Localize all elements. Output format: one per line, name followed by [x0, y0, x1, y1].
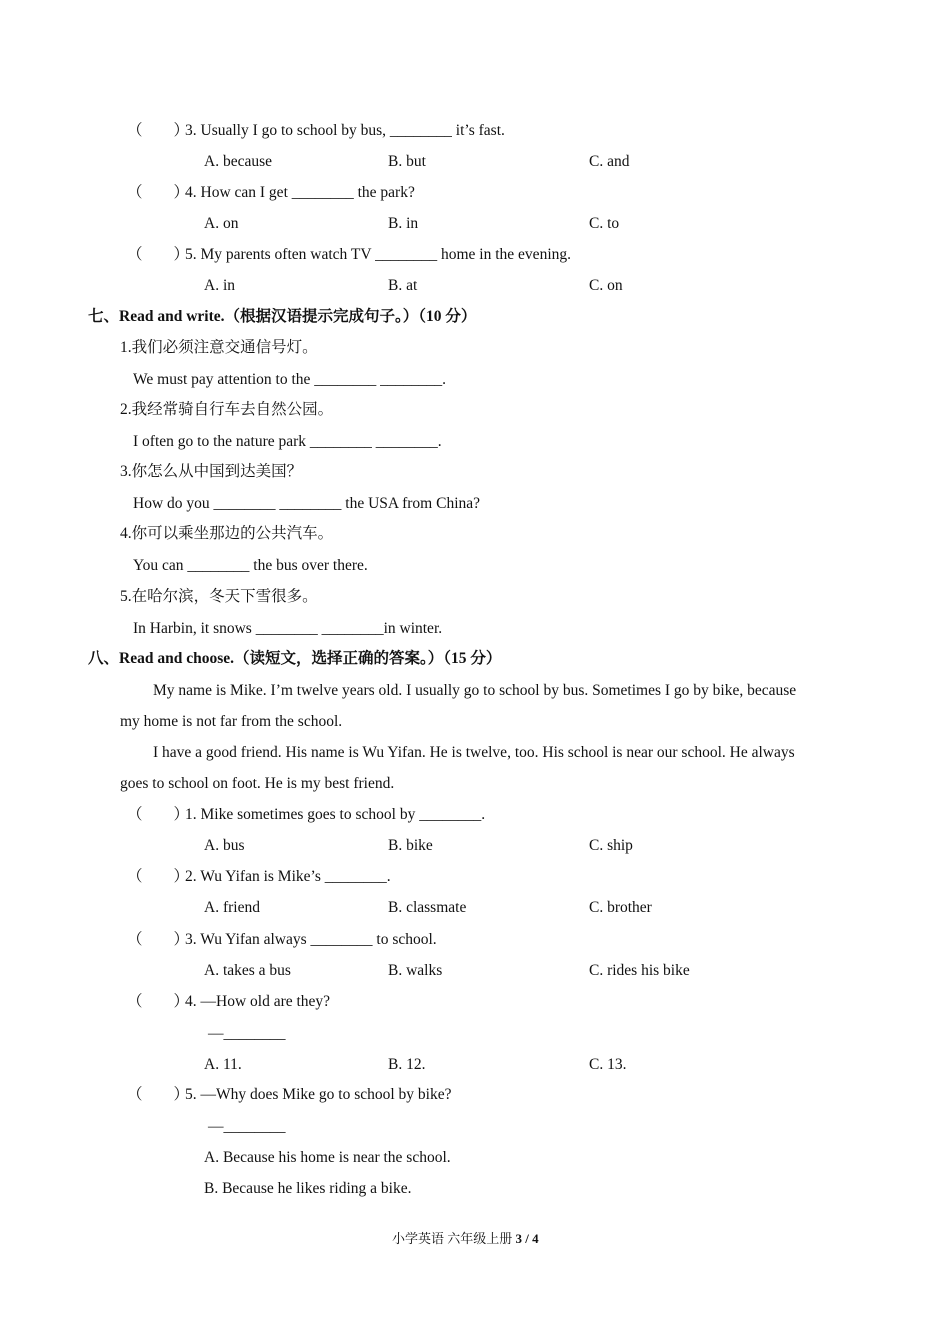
option-c: C. on	[589, 277, 623, 294]
passage-line: goes to school on foot. He is my best friend.	[120, 775, 395, 792]
option-b: B. Because he likes riding a bike.	[204, 1180, 412, 1197]
chinese-prompt: 3.你怎么从中国到达美国？	[120, 463, 303, 480]
page-number: 3 / 4	[515, 1231, 539, 1246]
section-number: 七、	[88, 308, 120, 325]
footer-label: 小学英语 六年级上册	[392, 1231, 513, 1246]
option-c: C. and	[589, 153, 630, 170]
option-a: A. because	[204, 153, 272, 170]
option-a: A. bus	[204, 837, 245, 854]
option-b: B. but	[388, 153, 426, 170]
fill-sentence[interactable]: How do you ________ ________ the USA from China?	[133, 495, 481, 512]
answer-bracket[interactable]: （ ）	[127, 184, 190, 201]
answer-blank[interactable]: —________	[208, 1118, 286, 1135]
question-text: 5. My parents often watch TV ________ home in the evening.	[185, 246, 571, 263]
answer-bracket[interactable]: （ ）	[127, 868, 190, 885]
question-text: 1. Mike sometimes goes to school by ________.	[185, 806, 486, 823]
answer-bracket[interactable]: （ ）	[127, 122, 190, 139]
option-c: C. to	[589, 215, 620, 232]
answer-bracket[interactable]: （ ）	[127, 1086, 190, 1103]
question-text: 4. How can I get ________ the park?	[185, 184, 415, 201]
section-instruction: （根据汉语提示完成句子。）（10 分）	[224, 308, 477, 325]
question-row	[127, 805, 485, 825]
answer-bracket[interactable]: （ ）	[127, 806, 190, 823]
question-text: 3. Wu Yifan always ________ to school.	[185, 931, 437, 948]
option-b: B. 12.	[388, 1056, 426, 1073]
answer-bracket[interactable]: （ ）	[127, 931, 190, 948]
question-row	[127, 867, 391, 887]
section-heading	[88, 307, 476, 327]
option-a: A. friend	[204, 899, 260, 916]
passage-line: my home is not far from the school.	[120, 713, 343, 730]
option-b: B. at	[388, 277, 418, 294]
chinese-prompt: 2.我经常骑自行车去自然公园。	[120, 401, 334, 418]
section-instruction: （读短文，选择正确的答案。）（15 分）	[234, 650, 502, 667]
question-row	[127, 183, 415, 203]
option-b: B. classmate	[388, 899, 467, 916]
question-text: 5. —Why does Mike go to school by bike?	[185, 1086, 452, 1103]
option-b: B. bike	[388, 837, 433, 854]
answer-bracket[interactable]: （ ）	[127, 993, 190, 1010]
fill-sentence[interactable]: In Harbin, it snows ________ ________in winter.	[133, 620, 443, 637]
question-text: 3. Usually I go to school by bus, ________ it’s fast.	[185, 122, 505, 139]
passage-line: I have a good friend. His name is Wu Yifan. He is twelve, too. His school is near our school. He always	[153, 744, 795, 761]
question-text: 4. —How old are they?	[185, 993, 331, 1010]
section-heading	[88, 649, 501, 669]
option-c: C. brother	[589, 899, 652, 916]
option-c: C. rides his bike	[589, 962, 690, 979]
option-a: A. Because his home is near the school.	[204, 1149, 451, 1166]
question-text: 2. Wu Yifan is Mike’s ________.	[185, 868, 391, 885]
option-a: A. on	[204, 215, 239, 232]
fill-sentence[interactable]: We must pay attention to the ________ ________.	[133, 371, 447, 388]
passage-line: My name is Mike. I’m twelve years old. I usually go to school by bus. Sometimes I go by bike, because	[153, 682, 797, 699]
option-b: B. walks	[388, 962, 443, 979]
section-title: Read and choose.	[119, 650, 234, 667]
question-row	[127, 121, 505, 141]
chinese-prompt: 5.在哈尔滨，冬天下雪很多。	[120, 588, 318, 605]
chinese-prompt: 4.你可以乘坐那边的公共汽车。	[120, 525, 334, 542]
question-row	[127, 930, 437, 950]
option-c: C. ship	[589, 837, 633, 854]
fill-sentence[interactable]: I often go to the nature park ________ ________.	[133, 433, 442, 450]
question-row	[127, 1085, 451, 1105]
chinese-prompt: 1.我们必须注意交通信号灯。	[120, 339, 318, 356]
answer-bracket[interactable]: （ ）	[127, 246, 190, 263]
option-a: A. 11.	[204, 1056, 242, 1073]
answer-blank[interactable]: —________	[208, 1025, 286, 1042]
option-a: A. in	[204, 277, 235, 294]
section-title: Read and write.	[119, 308, 225, 325]
question-row	[127, 992, 330, 1012]
option-b: B. in	[388, 215, 419, 232]
section-number: 八、	[88, 650, 120, 667]
page-footer	[392, 1229, 539, 1249]
option-c: C. 13.	[589, 1056, 627, 1073]
fill-sentence[interactable]: You can ________ the bus over there.	[133, 557, 368, 574]
question-row	[127, 245, 571, 265]
option-a: A. takes a bus	[204, 962, 291, 979]
